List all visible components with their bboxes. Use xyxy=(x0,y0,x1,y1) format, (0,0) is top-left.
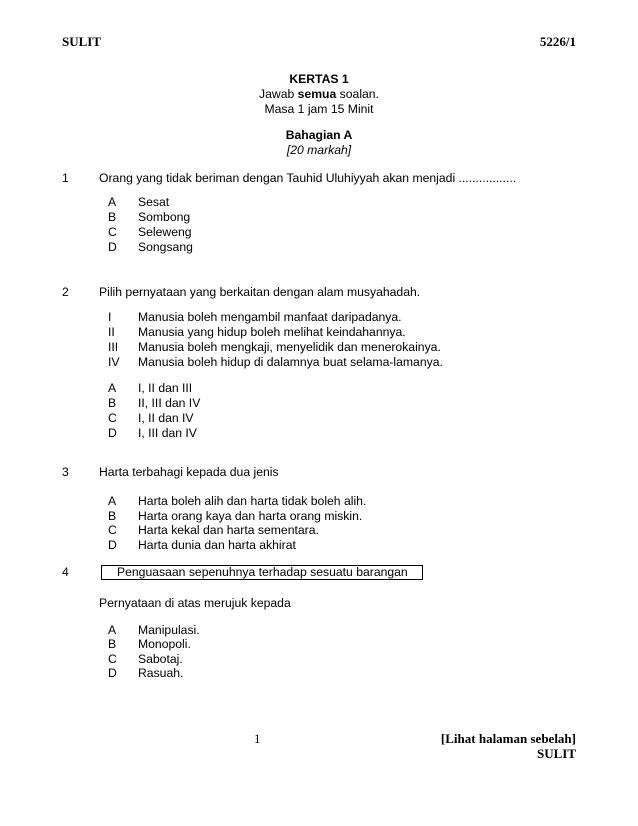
option-text: Seleweng xyxy=(138,225,192,239)
option-letter: D xyxy=(108,666,117,680)
statement-numeral: III xyxy=(108,340,119,354)
option-text: Harta dunia dan harta akhirat xyxy=(138,538,296,552)
paper-code: 5226/1 xyxy=(539,34,576,49)
duration: Masa 1 jam 15 Minit xyxy=(264,102,374,116)
statement-numeral: I xyxy=(108,310,112,324)
option-text: Sombong xyxy=(138,210,191,224)
header-sulit: SULIT xyxy=(62,34,102,49)
option-letter: C xyxy=(108,411,117,425)
statement-text: Manusia boleh hidup di dalamnya buat selama-lamanya. xyxy=(138,355,443,369)
option-text: Songsang xyxy=(138,240,193,254)
option-letter: B xyxy=(108,210,117,224)
option-letter: C xyxy=(108,225,117,239)
option-letter: A xyxy=(108,623,117,637)
next-page-note: [Lihat halaman sebelah] xyxy=(440,731,576,746)
option-text: I, III dan IV xyxy=(138,426,197,440)
question-number: 1 xyxy=(62,171,69,185)
option-text: Sabotaj. xyxy=(138,652,183,666)
question-stem: Orang yang tidak beriman dengan Tauhid Uluhiyyah akan menjadi ................. xyxy=(99,171,517,185)
option-letter: B xyxy=(108,637,117,651)
paper-title: KERTAS 1 xyxy=(289,72,349,86)
section-marks: [20 markah] xyxy=(286,143,352,157)
instruction-pre: Jawab xyxy=(259,87,298,101)
option-text: Rasuah. xyxy=(138,666,184,680)
option-text: Harta boleh alih dan harta tidak boleh alih. xyxy=(138,494,367,508)
section-title: Bahagian A xyxy=(285,128,353,142)
instruction xyxy=(0,87,638,101)
option-text: Harta kekal dan harta sementara. xyxy=(138,523,319,537)
option-text: II, III dan IV xyxy=(138,396,201,410)
question-number: 2 xyxy=(62,285,69,299)
option-letter: B xyxy=(108,509,117,523)
statement-text: Manusia yang hidup boleh melihat keindahannya. xyxy=(138,325,406,339)
page-number: 1 xyxy=(254,731,261,746)
option-text: Monopoli. xyxy=(138,637,191,651)
statement-numeral: IV xyxy=(108,355,120,369)
question-number: 3 xyxy=(62,465,69,479)
instruction-post: soalan. xyxy=(336,87,379,101)
statement-numeral: II xyxy=(108,325,115,339)
boxed-statement: Penguasaan sepenuhnya terhadap sesuatu barangan xyxy=(101,565,423,580)
statement-text: Manusia boleh mengkaji, menyelidik dan menerokainya. xyxy=(138,340,441,354)
statement-text: Manusia boleh mengambil manfaat daripadanya. xyxy=(138,310,402,324)
option-text: I, II dan III xyxy=(138,381,193,395)
option-text: Sesat xyxy=(138,195,170,209)
question-stem: Pilih pernyataan yang berkaitan dengan alam musyahadah. xyxy=(99,285,421,299)
question-number: 4 xyxy=(62,565,69,579)
option-letter: A xyxy=(108,494,117,508)
instruction-bold: semua xyxy=(297,87,337,101)
option-letter: A xyxy=(108,195,117,209)
question-stem: Harta terbahagi kepada dua jenis xyxy=(99,465,279,479)
option-letter: C xyxy=(108,523,117,537)
option-text: Manipulasi. xyxy=(138,623,200,637)
footer-sulit: SULIT xyxy=(536,746,576,761)
option-letter: D xyxy=(108,240,117,254)
option-letter: A xyxy=(108,381,117,395)
option-text: I, II dan IV xyxy=(138,411,194,425)
option-text: Harta orang kaya dan harta orang miskin. xyxy=(138,509,363,523)
option-letter: C xyxy=(108,652,117,666)
option-letter: D xyxy=(108,426,117,440)
option-letter: B xyxy=(108,396,117,410)
question-stem: Pernyataan di atas merujuk kepada xyxy=(99,596,291,610)
option-letter: D xyxy=(108,538,117,552)
